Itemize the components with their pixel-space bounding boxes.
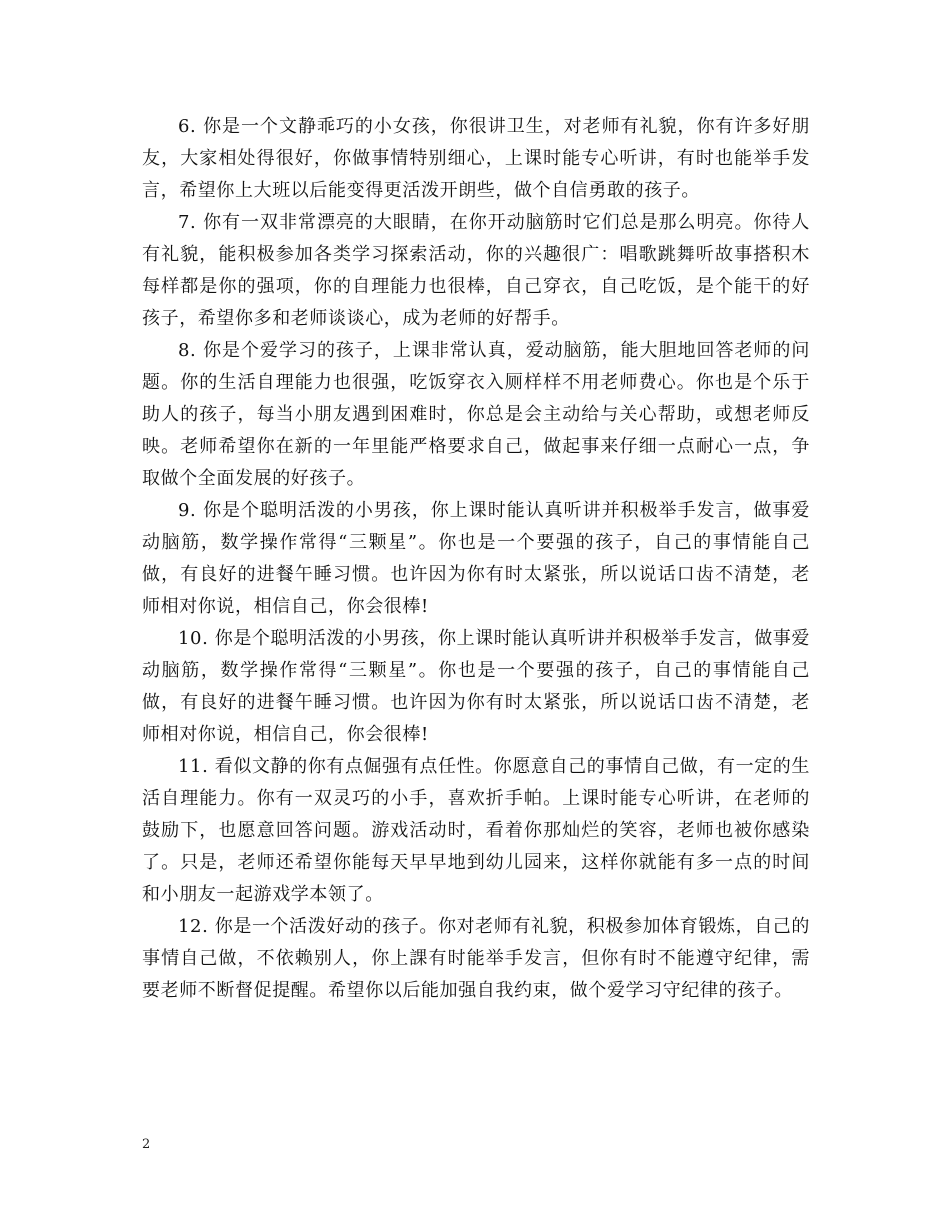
comment-paragraph-12: 12. 你是一个活泼好动的孩子。你对老师有礼貌，积极参加体育锻炼，自己的事情自己做，不依赖别人，你上課有时能举手发言，但你有时不能遵守纪律，需要老师不断督促提醒。希望你以后能加强自我约束，做个爱学习守纪律的孩子。 (142, 916, 810, 1001)
page-number: 2 (142, 1137, 151, 1152)
comment-paragraph-7: 7. 你有一双非常漂亮的大眼睛，在你开动脑筋时它们总是那么明亮。你待人有礼貌，能积极参加各类学习探索活动，你的兴趣很广：唱歌跳舞听故事搭积木每样都是你的强项，你的自理能力也很棒，自己穿衣，自己吃饭，是个能干的好孩子，希望你多和老师谈谈心，成为老师的好帮手。 (142, 212, 810, 329)
comment-paragraph-6: 6. 你是一个文静乖巧的小女孩，你很讲卫生，对老师有礼貌，你有许多好朋友，大家相处得很好，你做事情特别细心，上课时能专心听讲，有时也能举手发言，希望你上大班以后能变得更活泼开朗些，做个自信勇敢的孩子。 (142, 116, 810, 201)
comment-paragraph-9: 9. 你是个聪明活泼的小男孩，你上课时能认真听讲并积极举手发言，做事爱动脑筋，数学操作常得“三颗星”。你也是一个要强的孩子，自己的事情能自己做，有良好的进餐午睡习惯。也许因为你有时太紧张，所以说话口齿不清楚，老师相对你说，相信自己，你会很棒! (142, 500, 810, 617)
comment-paragraph-11: 11. 看似文静的你有点倔强有点任性。你愿意自己的事情自己做，有一定的生活自理能力。你有一双灵巧的小手，喜欢折手帕。上课时能专心听讲，在老师的鼓励下，也愿意回答问题。游戏活动时，看着你那灿烂的笑容，老师也被你感染了。只是，老师还希望你能每天早早地到幼儿园来，这样你就能有多一点的时间和小朋友一起游戏学本领了。 (142, 756, 810, 905)
document-body (142, 111, 810, 1007)
comment-paragraph-10: 10. 你是个聪明活泼的小男孩，你上课时能认真听讲并积极举手发言，做事爱动脑筋，数学操作常得“三颗星”。你也是一个要强的孩子，自己的事情能自己做，有良好的进餐午睡习惯。也许因为你有时太紧张，所以说话口齿不清楚，老师相对你说，相信自己，你会很棒! (142, 628, 810, 745)
comment-paragraph-8: 8. 你是个爱学习的孩子，上课非常认真，爱动脑筋，能大胆地回答老师的问题。你的生活自理能力也很强，吃饭穿衣入厕样样不用老师费心。你也是个乐于助人的孩子，每当小朋友遇到困难时，你总是会主动给与关心帮助，或想老师反映。老师希望你在新的一年里能严格要求自己，做起事来仔细一点耐心一点，争取做个全面发展的好孩子。 (142, 340, 810, 489)
